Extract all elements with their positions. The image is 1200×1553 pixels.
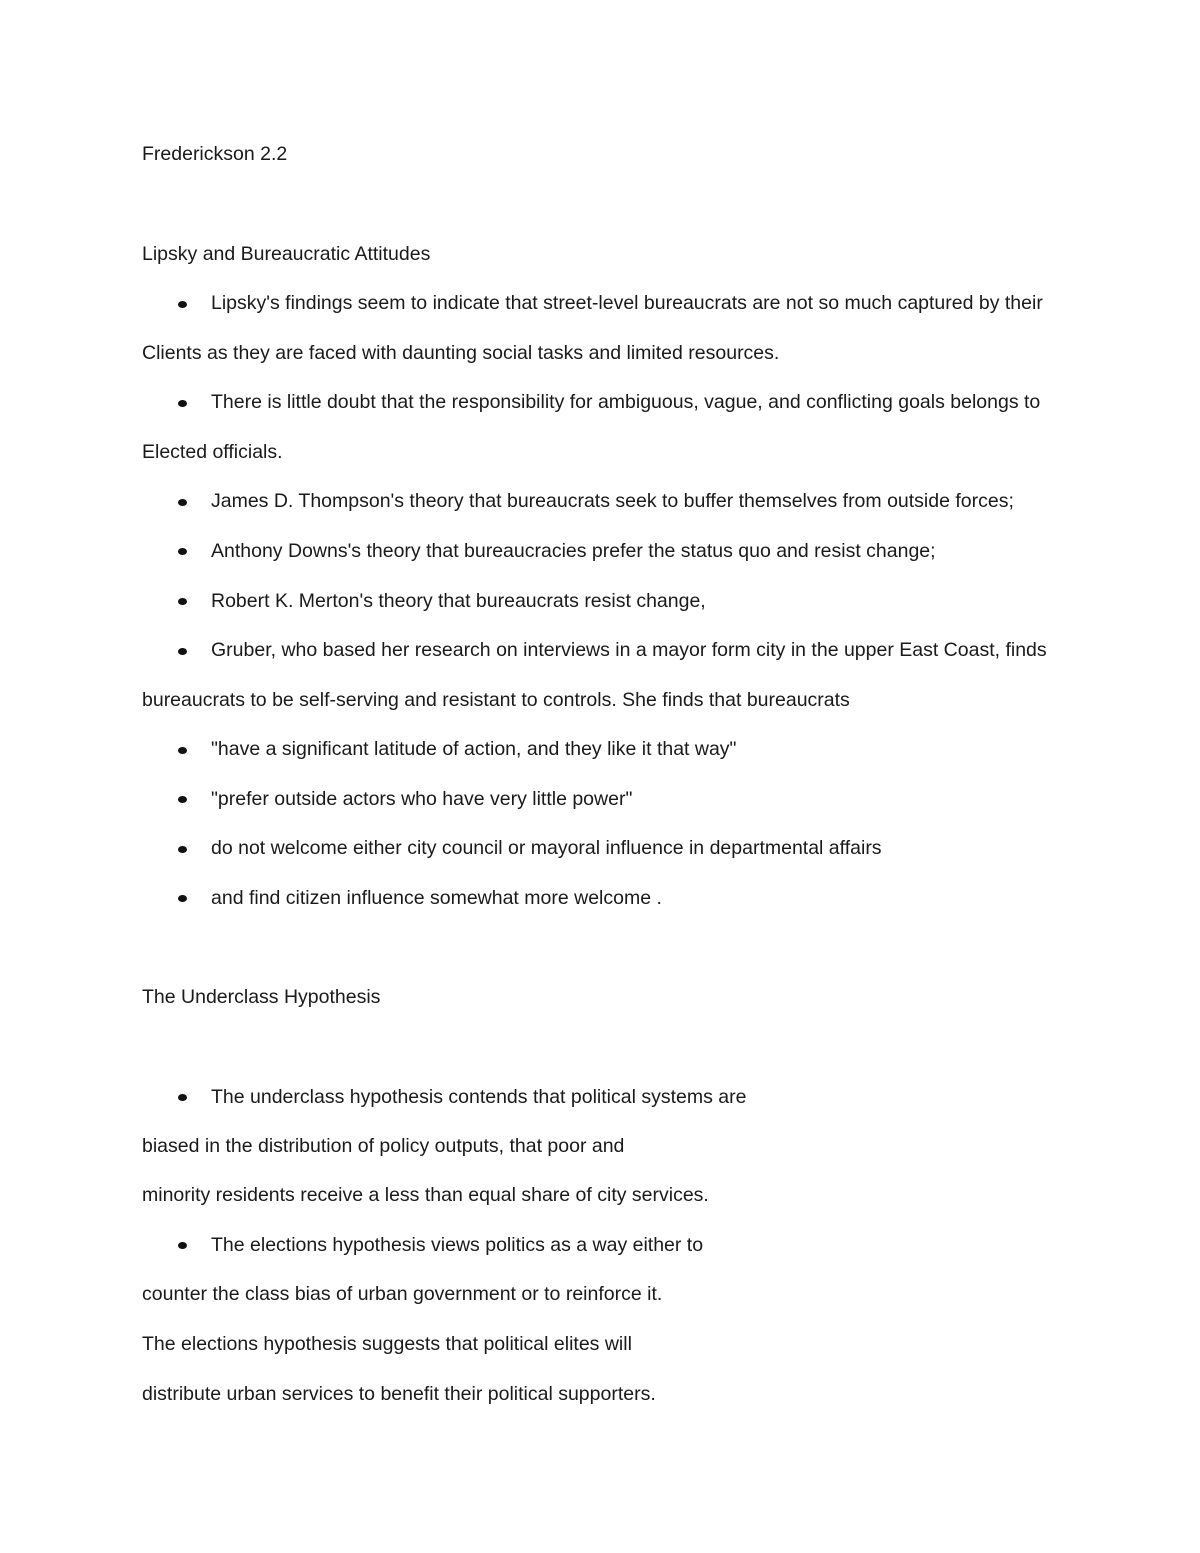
list-item-continuation: biased in the distribution of policy outputs, that poor and <box>142 1135 625 1157</box>
list-item-continuation: Clients as they are faced with daunting social tasks and limited resources. <box>142 342 780 364</box>
list-item: and find citizen influence somewhat more welcome . <box>211 887 662 909</box>
list-item: "have a significant latitude of action, and they like it that way" <box>211 738 737 760</box>
list-item-continuation: counter the class bias of urban government or to reinforce it. <box>142 1283 663 1305</box>
bullet-icon <box>178 747 187 754</box>
list-item: Anthony Downs's theory that bureaucracies prefer the status quo and resist change; <box>211 540 936 562</box>
bullet-icon <box>178 400 187 407</box>
bullet-icon <box>178 846 187 853</box>
bullet-icon <box>178 1094 187 1101</box>
bullet-icon <box>178 796 187 803</box>
list-item: The underclass hypothesis contends that political systems are <box>211 1086 747 1108</box>
document-title: Frederickson 2.2 <box>142 143 288 165</box>
section-heading-lipsky: Lipsky and Bureaucratic Attitudes <box>142 243 431 265</box>
section-heading-underclass: The Underclass Hypothesis <box>142 986 381 1008</box>
bullet-icon <box>178 598 187 605</box>
list-item-continuation: Elected officials. <box>142 441 283 463</box>
list-item-continuation: minority residents receive a less than equal share of city services. <box>142 1184 709 1206</box>
list-item: do not welcome either city council or mayoral influence in departmental affairs <box>211 837 882 859</box>
list-item: Gruber, who based her research on interviews in a mayor form city in the upper East Coast, finds <box>211 639 1047 661</box>
bullet-icon <box>178 1242 187 1249</box>
list-item: There is little doubt that the responsibility for ambiguous, vague, and conflicting goals belongs to <box>211 391 1041 413</box>
list-item: Robert K. Merton's theory that bureaucrats resist change, <box>211 590 706 612</box>
bullet-icon <box>178 548 187 555</box>
bullet-icon <box>178 648 187 655</box>
paragraph-line: distribute urban services to benefit their political supporters. <box>142 1383 656 1405</box>
bullet-icon <box>178 301 187 308</box>
list-item: Lipsky's findings seem to indicate that street-level bureaucrats are not so much captured by their <box>211 292 1043 314</box>
list-item: "prefer outside actors who have very little power" <box>211 788 633 810</box>
paragraph-line: The elections hypothesis suggests that political elites will <box>142 1333 632 1355</box>
list-item: The elections hypothesis views politics as a way either to <box>211 1234 704 1256</box>
list-item: James D. Thompson's theory that bureaucrats seek to buffer themselves from outside forces; <box>211 490 1014 512</box>
bullet-icon <box>178 895 187 902</box>
list-item-continuation: bureaucrats to be self-serving and resistant to controls. She finds that bureaucrats <box>142 689 850 711</box>
bullet-icon <box>178 499 187 506</box>
